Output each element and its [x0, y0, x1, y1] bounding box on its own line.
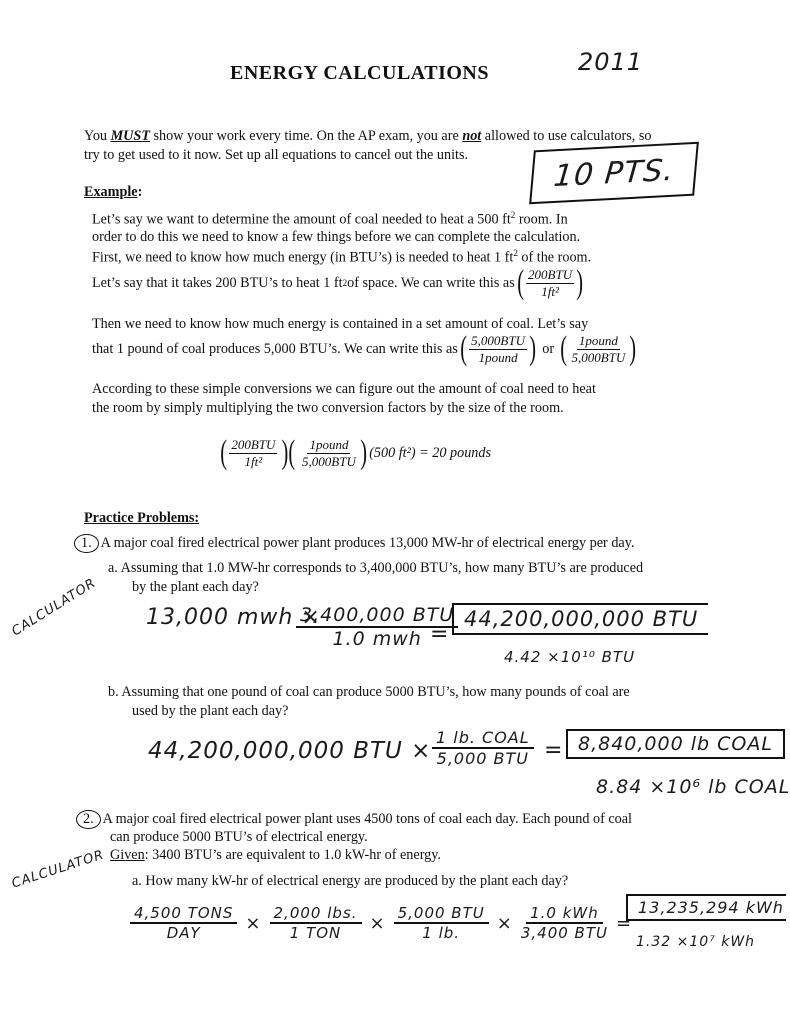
equals-sign: = — [430, 622, 450, 647]
equation-factor-1: $\frac{\text{200BTU}}{\text{1ft²}}$ — [231, 436, 276, 469]
problem-1a-scientific: 4.42 ×10¹⁰ BTU — [504, 648, 636, 666]
handwritten-calculator-note: CALCULATOR — [9, 575, 99, 640]
practice-heading: Practice Problems: — [84, 510, 200, 526]
problem-1 — [74, 534, 634, 553]
fraction-5000btu-per-pound: $\frac{\text{5,000BTU}}{\text{1pound}}$ — [471, 332, 525, 365]
problem-2-line-2: can produce 5000 BTU’s of electrical energy. — [110, 829, 368, 845]
problem-2a-work: 4,500 TONS DAY × 2,000 lbs. 1 TON × 5,000 BTU 1 lb. × 1.0 kWh 3,400 BTU = — [130, 904, 632, 942]
equals-sign: = — [544, 738, 564, 763]
example-equation: ( $\frac{\text{200BTU}}{\text{1ft²}}$ )( $\frac{\text{1pound}}{\text{5,000BTU}}$ ) (500 ft²) = 20 pounds — [220, 434, 491, 471]
problem-1b-line-2: used by the plant each day? — [132, 703, 289, 719]
problem-1b-work-left: 44,200,000,000 BTU × — [148, 738, 432, 764]
intro-must: MUST — [110, 128, 150, 144]
problem-2a-answer: 13,235,294 kWh — [626, 894, 786, 921]
example-line-4: Let’s say that it takes 200 BTU’s to heat 1 ft 2 of space. We can write this as ( $\frac{\text{200BTU}}{\text{1ft²}}$ ) — [92, 264, 584, 301]
handwritten-year: 2011 — [578, 48, 644, 76]
intro-text: You — [84, 128, 111, 144]
equation-factor-2: $\frac{\text{1pound}}{\text{5,000BTU}}$ — [302, 436, 356, 469]
example-line-7: According to these simple conversions we can figure out the amount of coal need to heat — [92, 381, 596, 397]
problem-1b-line-1: b. Assuming that one pound of coal can produce 5000 BTU’s, how many pounds of coal are — [108, 684, 630, 700]
problem-2-number: 2. — [76, 810, 101, 829]
example-line-8: the room by simply multiplying the two conversion factors by the size of the room. — [92, 400, 564, 416]
problem-2-line-1: A major coal fired electrical power plant uses 4500 tons of coal each day. Each pound of coal — [102, 811, 632, 827]
problem-2 — [76, 810, 632, 829]
example-line-1: Let’s say we want to determine the amount of coal needed to heat a 500 $ft^2$ room. In — [92, 210, 568, 228]
example-heading: Example: — [84, 184, 143, 200]
problem-2a-scientific: 1.32 ×10⁷ kWh — [636, 934, 756, 950]
example-line-2: order to do this we need to know a few things before we can complete the calculation. — [92, 229, 581, 245]
example-line-6: that 1 pound of coal produces 5,000 BTU’s. We can write this as ( $\frac{\text{5,000BTU}}{\text{1pound}}$ ) or ( $\frac{\text{1pound}}{\text{5,000BTU}}$ ) — [92, 330, 637, 367]
example-line-5: Then we need to know how much energy is contained in a set amount of coal. Let’s say — [92, 316, 589, 332]
problem-2-given: Given: 3400 BTU’s are equivalent to 1.0 kW-hr of energy. — [110, 847, 441, 863]
problem-1a-work-fraction: 3,400,000 BTU 1.0 mwh — [296, 604, 458, 650]
problem-2a-question: a. How many kW-hr of electrical energy are produced by the plant each day? — [132, 873, 569, 889]
problem-1-number: 1. — [74, 534, 99, 553]
problem-1-text: A major coal fired electrical power plant produces 13,000 MW-hr of electrical energy per day. — [100, 535, 635, 551]
intro-line-1 — [84, 128, 651, 145]
problem-2a-factor-3: 5,000 BTU 1 lb. — [394, 904, 489, 942]
fraction-200btu-per-ft2: $\frac{\text{200BTU}}{\text{1ft²}}$ — [528, 266, 573, 299]
problem-1a-work-left: 13,000 mwh × — [146, 605, 321, 630]
intro-line-2: try to get used to it now. Set up all equations to cancel out the units. — [84, 147, 469, 163]
intro-text: allowed to use calculators, so — [481, 128, 652, 144]
problem-1b-work-fraction: 1 lb. COAL 5,000 BTU — [432, 728, 534, 768]
page-title: ENERGY CALCULATIONS — [230, 62, 489, 84]
problem-2a-factor-2: 2,000 lbs. 1 TON — [270, 904, 362, 942]
points-box: 10 PTS. — [529, 142, 699, 205]
intro-text: show your work every time. On the AP exam, you are — [149, 128, 463, 144]
problem-1b-scientific: 8.84 ×10⁶ lb COAL — [596, 776, 790, 798]
problem-1a-answer: 44,200,000,000 BTU — [452, 603, 708, 635]
problem-2a-factor-4: 1.0 kWh 3,400 BTU — [520, 904, 608, 942]
fraction-pound-per-5000btu: $\frac{\text{1pound}}{\text{5,000BTU}}$ — [571, 332, 626, 365]
problem-1a-line-2: by the plant each day? — [132, 579, 259, 595]
problem-2a-factor-1: 4,500 TONS DAY — [130, 904, 237, 942]
intro-not: not — [462, 128, 482, 144]
problem-1b-answer: 8,840,000 lb COAL — [566, 729, 785, 759]
example-line-3: First, we need to know how much energy (in BTU’s) is needed to heat 1 $ft^2$ of the room. — [92, 248, 592, 266]
equation-result: (500 ft²) = 20 pounds — [369, 444, 491, 461]
problem-1a-line-1: a. Assuming that 1.0 MW-hr corresponds to 3,400,000 BTU’s, how many BTU’s are produced — [108, 560, 644, 576]
handwritten-calculator-note-2: CALCULATOR — [10, 847, 107, 892]
